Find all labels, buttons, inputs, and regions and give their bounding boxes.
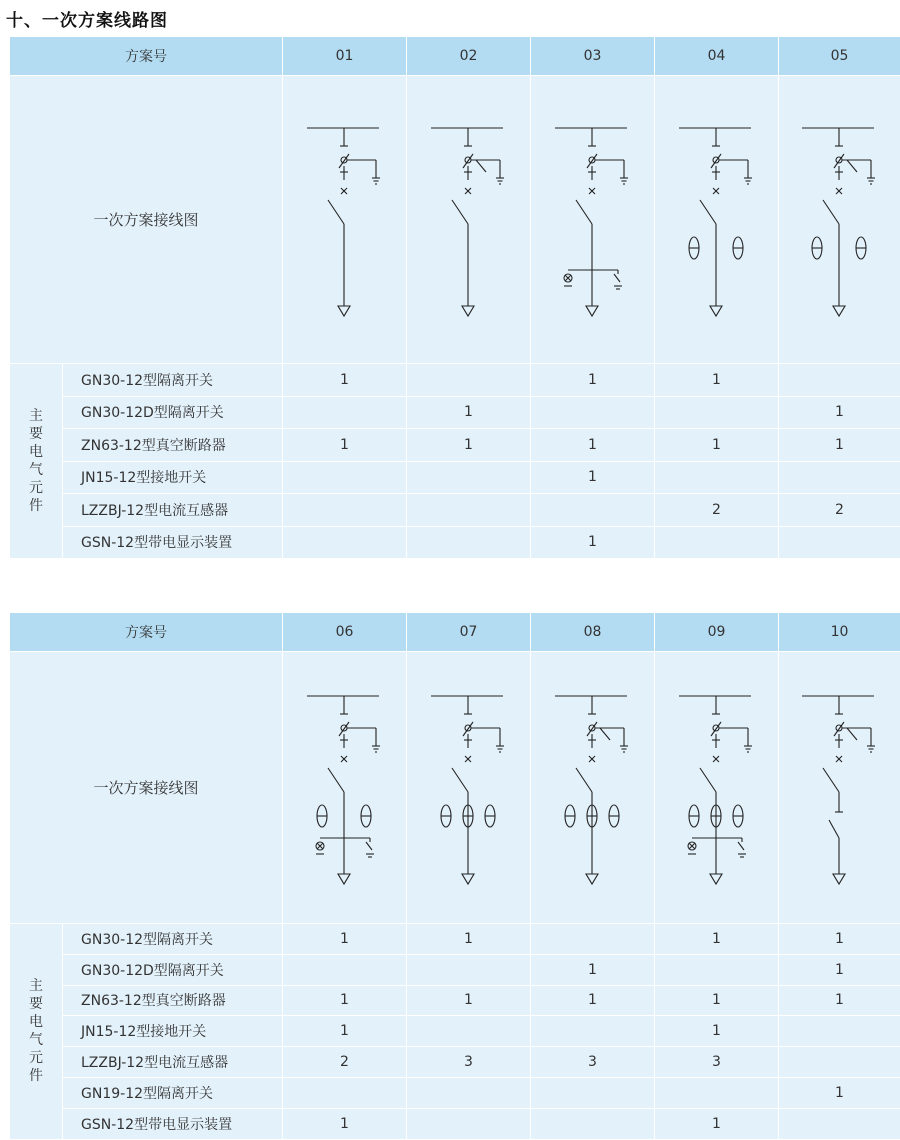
component-quantity: 1 — [655, 1016, 779, 1047]
component-quantity: 1 — [407, 924, 531, 955]
wiring-diagram-cell — [283, 76, 407, 364]
component-quantity: 1 — [531, 526, 655, 559]
disconnector-symbol — [576, 200, 592, 224]
component-row — [10, 1077, 900, 1108]
component-quantity: 1 — [407, 396, 531, 429]
component-quantity: 3 — [655, 1047, 779, 1078]
main-components-char: 元 — [10, 479, 62, 497]
breaker-symbol — [834, 154, 844, 168]
component-name: LZZBJ-12型电流互感器 — [63, 1047, 283, 1078]
wiring-diagram-09 — [679, 688, 755, 888]
wiring-diagram-04 — [679, 120, 755, 320]
wiring-diagram-03 — [555, 120, 631, 320]
scheme-number: 05 — [779, 37, 900, 76]
scheme-number: 09 — [655, 613, 779, 652]
breaker-symbol — [339, 154, 349, 168]
component-name: GSN-12型带电显示装置 — [63, 1108, 283, 1139]
wiring-diagram-cell — [283, 652, 407, 924]
component-row — [10, 461, 900, 494]
component-name: ZN63-12型真空断路器 — [63, 429, 283, 462]
breaker-symbol — [711, 722, 721, 736]
component-quantity — [655, 526, 779, 559]
breaker-symbol — [834, 722, 844, 736]
component-quantity — [407, 461, 531, 494]
cable-terminal-symbol — [586, 306, 598, 316]
main-components-char: 主 — [10, 977, 62, 995]
component-quantity — [531, 1108, 655, 1139]
component-quantity: 1 — [655, 985, 779, 1016]
wiring-diagram-05 — [802, 120, 878, 320]
component-quantity — [655, 1077, 779, 1108]
component-quantity: 1 — [283, 924, 407, 955]
component-quantity — [779, 461, 900, 494]
component-name: GN30-12D型隔离开关 — [63, 396, 283, 429]
component-quantity: 1 — [531, 364, 655, 397]
disconnector-symbol — [328, 768, 344, 792]
component-row — [10, 1108, 900, 1139]
component-quantity: 1 — [283, 1016, 407, 1047]
main-components-char: 元 — [10, 1049, 62, 1067]
component-name: GN30-12型隔离开关 — [63, 924, 283, 955]
wiring-diagram-cell — [531, 652, 655, 924]
earthing-switch-symbol — [366, 842, 372, 850]
earthing-switch-symbol — [738, 842, 744, 850]
main-components-char: 主 — [10, 407, 62, 425]
breaker-symbol — [587, 722, 597, 736]
component-row — [10, 985, 900, 1016]
disconnector-symbol — [823, 768, 839, 792]
main-components-char: 要 — [10, 425, 62, 443]
scheme-table-2 — [9, 612, 900, 1140]
earthing-switch-symbol — [614, 274, 620, 282]
component-name: GSN-12型带电显示装置 — [63, 526, 283, 559]
breaker-symbol — [463, 722, 473, 736]
header-row — [10, 37, 900, 76]
component-row — [10, 364, 900, 397]
component-name: JN15-12型接地开关 — [63, 1016, 283, 1047]
component-quantity — [779, 1016, 900, 1047]
main-components-char: 件 — [10, 1067, 62, 1085]
component-quantity: 3 — [407, 1047, 531, 1078]
wiring-diagram-08 — [555, 688, 631, 888]
scheme-number-label: 方案号 — [10, 37, 283, 76]
page-title: 十、一次方案线路图 — [6, 6, 168, 31]
scheme-number: 10 — [779, 613, 900, 652]
component-quantity — [655, 396, 779, 429]
main-components-char: 电 — [10, 1013, 62, 1031]
component-row — [10, 396, 900, 429]
scheme-number: 03 — [531, 37, 655, 76]
wiring-diagram-02 — [431, 120, 507, 320]
cable-terminal-symbol — [833, 874, 845, 884]
component-quantity: 1 — [779, 429, 900, 462]
component-name: ZN63-12型真空断路器 — [63, 985, 283, 1016]
scheme-number: 06 — [283, 613, 407, 652]
component-quantity: 3 — [531, 1047, 655, 1078]
component-quantity — [531, 1077, 655, 1108]
disconnector-symbol — [576, 768, 592, 792]
main-components-char: 气 — [10, 1031, 62, 1049]
main-components-char: 气 — [10, 461, 62, 479]
component-quantity — [283, 526, 407, 559]
header-row — [10, 613, 900, 652]
component-quantity: 1 — [283, 429, 407, 462]
component-quantity: 2 — [655, 494, 779, 527]
cable-terminal-symbol — [710, 306, 722, 316]
component-row — [10, 1016, 900, 1047]
wiring-diagram-01 — [307, 120, 383, 320]
cable-terminal-symbol — [462, 306, 474, 316]
diagram-label: 一次方案接线图 — [10, 652, 283, 924]
component-quantity: 1 — [779, 1077, 900, 1108]
component-quantity — [283, 1077, 407, 1108]
component-quantity: 1 — [531, 985, 655, 1016]
disconnector-symbol — [328, 200, 344, 224]
disconnector-symbol — [452, 768, 468, 792]
wiring-diagram-cell — [779, 76, 900, 364]
cable-terminal-symbol — [462, 874, 474, 884]
component-quantity — [655, 461, 779, 494]
component-quantity: 1 — [655, 429, 779, 462]
component-quantity — [531, 924, 655, 955]
main-components-char: 电 — [10, 443, 62, 461]
wiring-diagram-cell — [407, 76, 531, 364]
component-quantity: 1 — [655, 1108, 779, 1139]
breaker-symbol — [463, 154, 473, 168]
component-quantity — [283, 954, 407, 985]
main-components-char: 要 — [10, 995, 62, 1013]
wiring-diagram-cell — [407, 652, 531, 924]
component-row — [10, 924, 900, 955]
component-row — [10, 494, 900, 527]
diagram-row — [10, 76, 900, 364]
component-quantity — [779, 526, 900, 559]
component-quantity — [283, 494, 407, 527]
component-quantity: 1 — [283, 364, 407, 397]
wiring-diagram-cell — [779, 652, 900, 924]
component-name: GN30-12型隔离开关 — [63, 364, 283, 397]
component-quantity — [407, 526, 531, 559]
component-quantity: 2 — [283, 1047, 407, 1078]
breaker-symbol — [587, 154, 597, 168]
component-row — [10, 526, 900, 559]
scheme-table-1 — [9, 36, 900, 559]
component-row — [10, 954, 900, 985]
component-quantity — [779, 1047, 900, 1078]
component-quantity: 1 — [779, 396, 900, 429]
component-quantity: 2 — [779, 494, 900, 527]
component-name: GN30-12D型隔离开关 — [63, 954, 283, 985]
component-quantity — [779, 364, 900, 397]
component-quantity — [407, 1077, 531, 1108]
scheme-number: 07 — [407, 613, 531, 652]
scheme-number: 01 — [283, 37, 407, 76]
cable-terminal-symbol — [338, 306, 350, 316]
component-quantity: 1 — [779, 954, 900, 985]
component-quantity: 1 — [407, 985, 531, 1016]
wiring-diagram-06 — [307, 688, 383, 888]
component-quantity: 1 — [283, 985, 407, 1016]
cable-terminal-symbol — [338, 874, 350, 884]
component-quantity — [655, 954, 779, 985]
scheme-number-label: 方案号 — [10, 613, 283, 652]
disconnector-symbol — [700, 200, 716, 224]
component-quantity: 1 — [655, 364, 779, 397]
component-quantity: 1 — [531, 429, 655, 462]
main-components-char: 件 — [10, 497, 62, 515]
component-name: JN15-12型接地开关 — [63, 461, 283, 494]
component-name: LZZBJ-12型电流互感器 — [63, 494, 283, 527]
scheme-number: 08 — [531, 613, 655, 652]
component-quantity: 1 — [531, 954, 655, 985]
component-name: GN19-12型隔离开关 — [63, 1077, 283, 1108]
component-row — [10, 1047, 900, 1078]
diagram-label: 一次方案接线图 — [10, 76, 283, 364]
component-quantity: 1 — [779, 924, 900, 955]
diagram-row — [10, 652, 900, 924]
component-quantity — [531, 396, 655, 429]
component-quantity: 1 — [283, 1108, 407, 1139]
component-quantity: 1 — [779, 985, 900, 1016]
component-quantity — [283, 461, 407, 494]
breaker-symbol — [711, 154, 721, 168]
component-quantity: 1 — [407, 429, 531, 462]
component-quantity — [407, 494, 531, 527]
cable-terminal-symbol — [710, 874, 722, 884]
wiring-diagram-07 — [431, 688, 507, 888]
component-quantity — [283, 396, 407, 429]
disconnector-symbol — [700, 768, 716, 792]
breaker-symbol — [339, 722, 349, 736]
component-quantity — [407, 364, 531, 397]
component-quantity — [531, 494, 655, 527]
component-quantity: 1 — [531, 461, 655, 494]
disconnector-symbol — [823, 200, 839, 224]
component-quantity — [407, 954, 531, 985]
scheme-number: 02 — [407, 37, 531, 76]
cable-terminal-symbol — [586, 874, 598, 884]
disconnector-symbol — [452, 200, 468, 224]
wiring-diagram-cell — [531, 76, 655, 364]
component-quantity — [407, 1016, 531, 1047]
component-row — [10, 429, 900, 462]
main-components-label — [10, 364, 63, 559]
scheme-number: 04 — [655, 37, 779, 76]
component-quantity: 1 — [655, 924, 779, 955]
cable-terminal-symbol — [833, 306, 845, 316]
component-quantity — [407, 1108, 531, 1139]
component-quantity — [779, 1108, 900, 1139]
wiring-diagram-cell — [655, 76, 779, 364]
component-quantity — [531, 1016, 655, 1047]
wiring-diagram-10 — [802, 688, 878, 888]
wiring-diagram-cell — [655, 652, 779, 924]
main-components-label — [10, 924, 63, 1140]
